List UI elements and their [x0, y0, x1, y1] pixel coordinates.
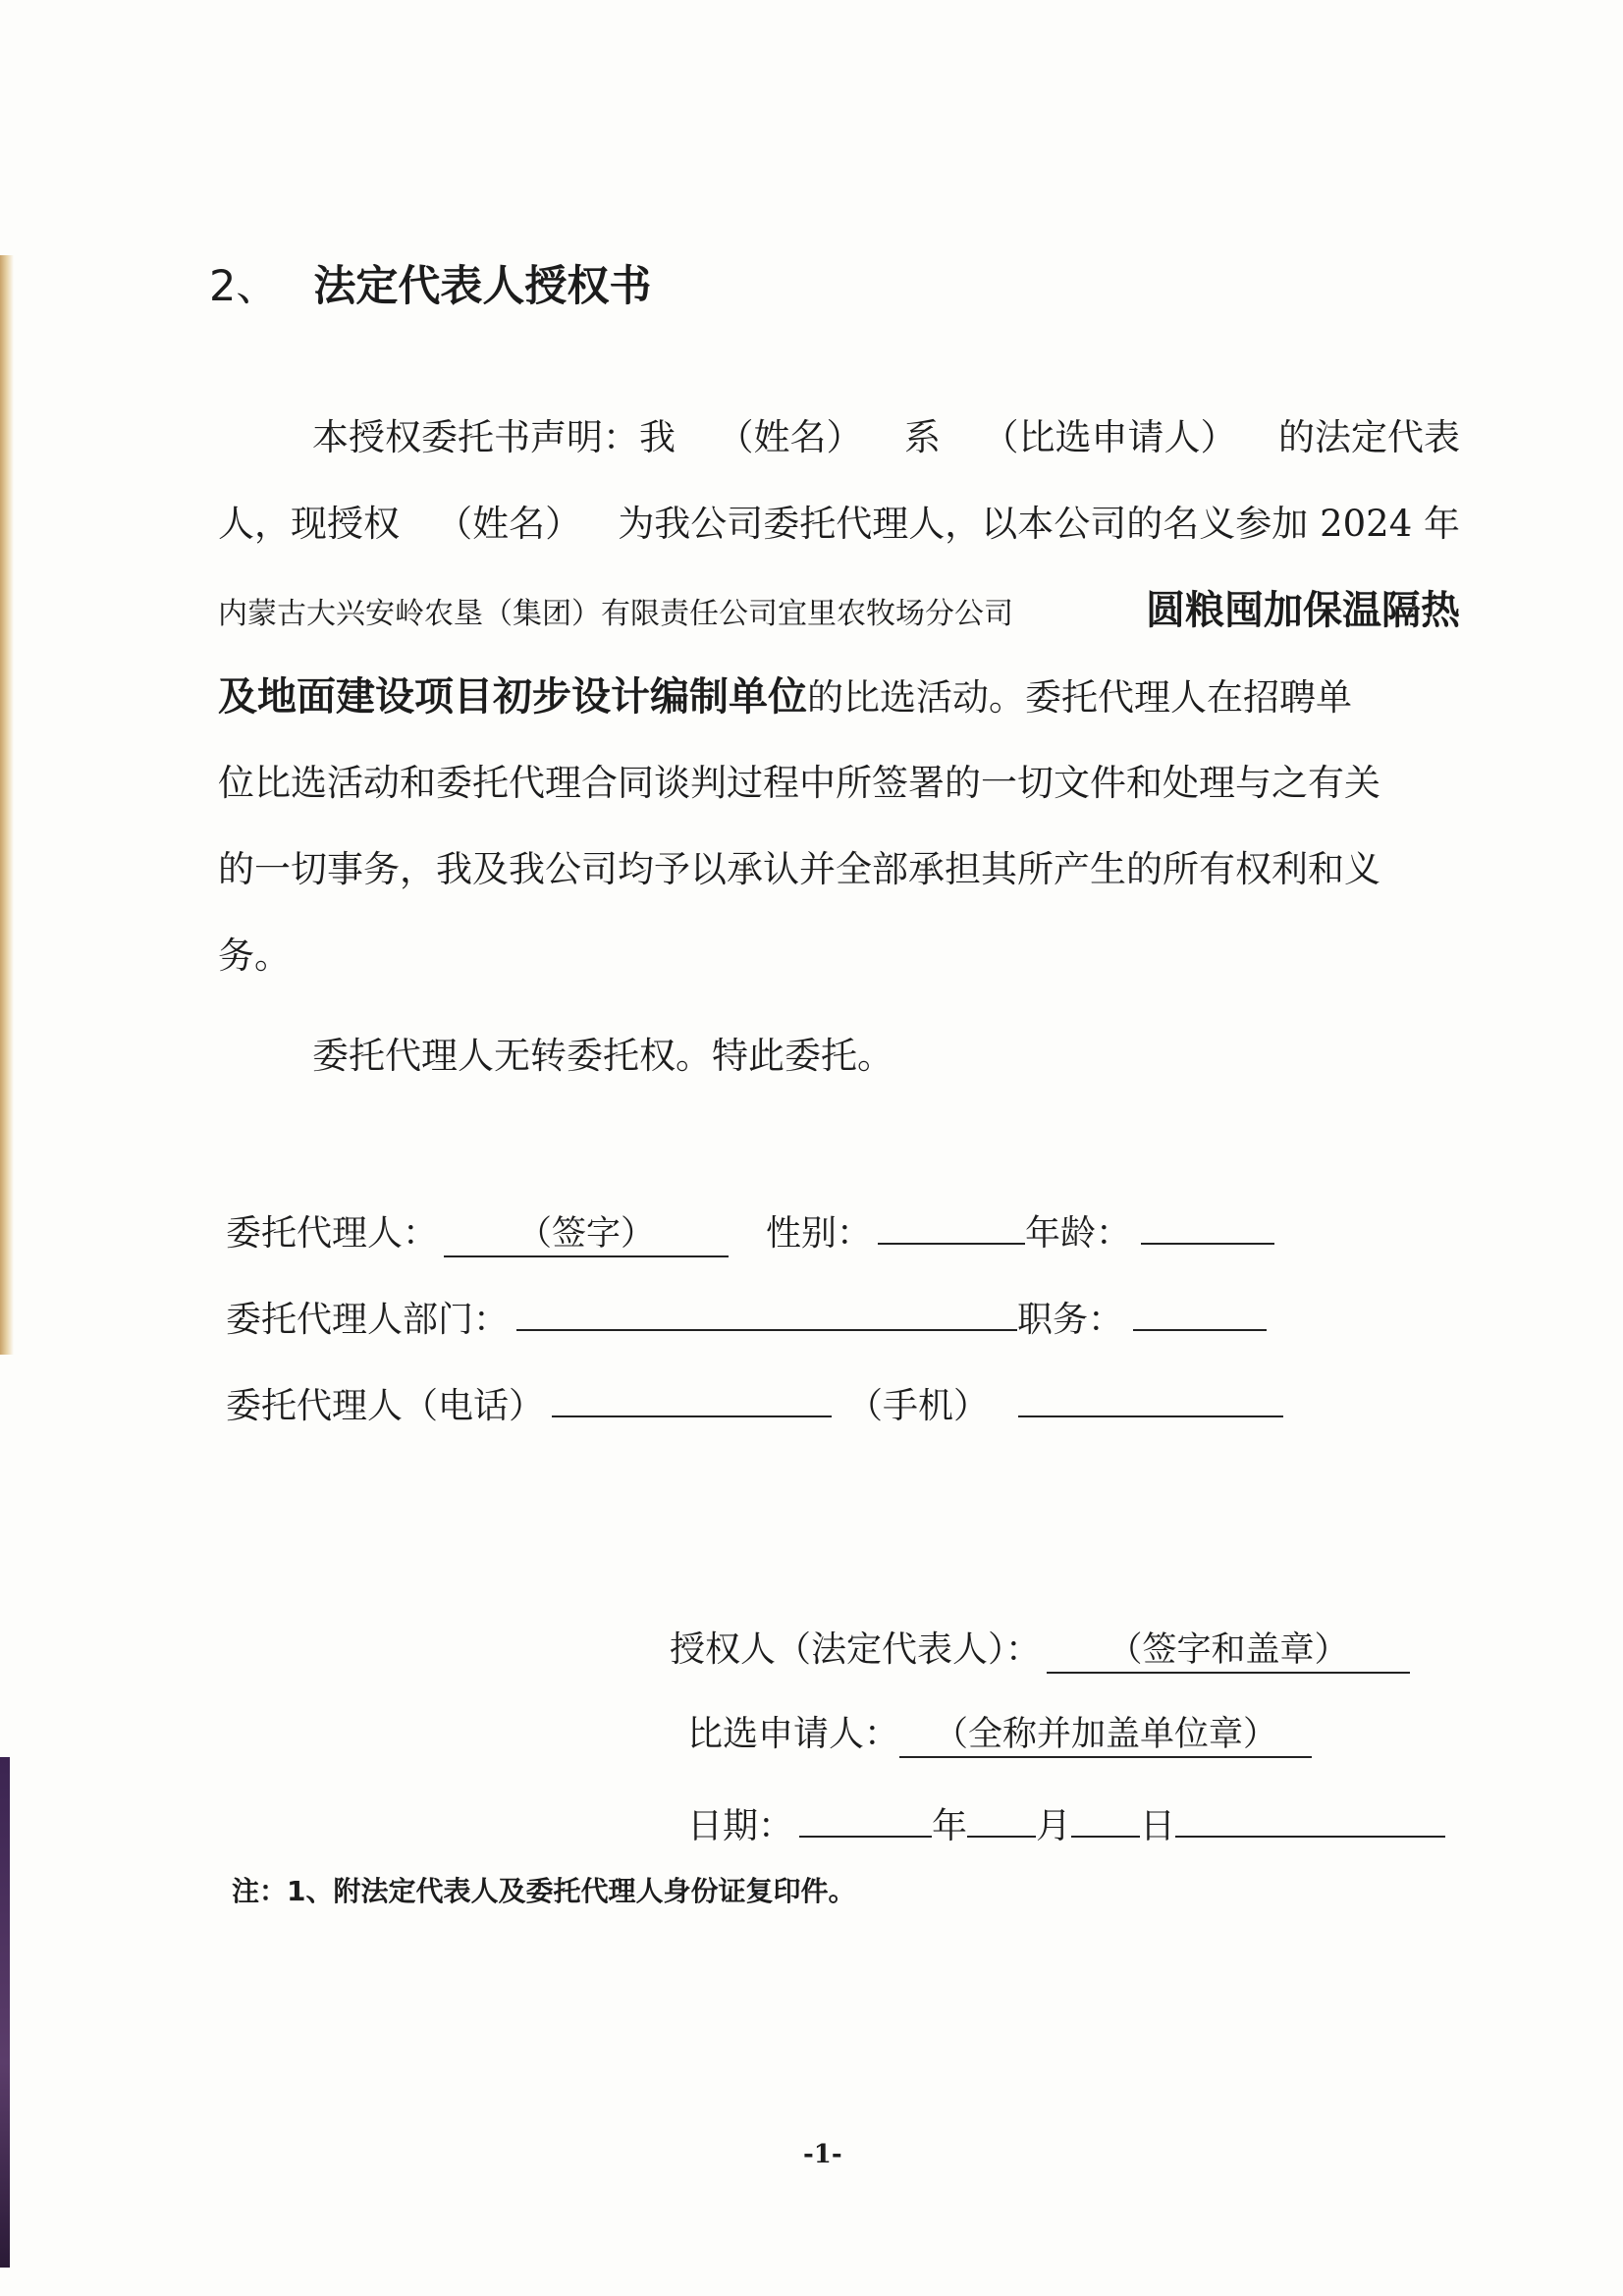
mobile-field[interactable]: [1018, 1372, 1283, 1417]
date-row: [687, 1792, 1445, 1848]
scan-edge-shadow: [0, 255, 14, 1355]
age-label: 年龄：: [1025, 1213, 1132, 1254]
agent-signature-field[interactable]: （签字）: [444, 1212, 729, 1257]
position-field[interactable]: [1133, 1286, 1267, 1331]
paragraph-line-4: 及地面建设项目初步设计编制单位的比选活动。委托代理人在招聘单: [218, 674, 1352, 720]
age-field[interactable]: [1141, 1200, 1274, 1245]
agent-label: 委托代理人：: [226, 1213, 439, 1254]
applicant-label: 比选申请人：: [687, 1714, 900, 1754]
paragraph-line-3: 内蒙古大兴安岭农垦（集团）有限责任公司宜里农牧场分公司 圆粮囤加保温隔热: [218, 588, 1460, 633]
footnote: 注：1、附法定代表人及委托代理人身份证复印件。: [232, 1875, 856, 1907]
day-field[interactable]: [1071, 1792, 1140, 1838]
day-label: 日: [1140, 1806, 1176, 1846]
applicant-seal-field[interactable]: （全称并加盖单位章）: [899, 1713, 1312, 1758]
month-label: 月: [1036, 1806, 1072, 1846]
section-title: 法定代表人授权书: [313, 262, 652, 311]
section-heading: [209, 253, 651, 313]
paragraph-line-1: 本授权委托书声明：我 （姓名） 系 （比选申请人） 的法定代表: [312, 416, 1460, 458]
month-field[interactable]: [967, 1792, 1036, 1838]
agent-department-row: [226, 1286, 1267, 1342]
scan-edge-shadow-dark: [0, 1757, 10, 2268]
agent-info-row: [226, 1200, 1274, 1257]
paragraph-line-5: 位比选活动和委托代理合同谈判过程中所签署的一切文件和处理与之有关: [218, 762, 1380, 804]
gender-label: 性别：: [766, 1213, 873, 1254]
phone-field[interactable]: [552, 1372, 832, 1417]
paragraph-line-6: 的一切事务，我及我公司均予以承认并全部承担其所产生的所有权利和义: [218, 848, 1380, 890]
agent-phone-row: [226, 1372, 1283, 1428]
page-number: -1-: [803, 2140, 842, 2169]
position-label: 职务：: [1017, 1300, 1124, 1340]
authorizer-signature-field[interactable]: （签字和盖章）: [1047, 1629, 1410, 1674]
section-number: 2、: [209, 262, 279, 311]
authorizer-row: [670, 1622, 1410, 1674]
authorizer-label: 授权人（法定代表人）：: [670, 1629, 1042, 1670]
applicant-row: [687, 1706, 1312, 1758]
paragraph-line-2: 人，现授权 （姓名） 为我公司委托代理人，以本公司的名义参加 2024 年: [218, 503, 1460, 545]
department-label: 委托代理人部门：: [226, 1300, 510, 1340]
mobile-label: （手机）: [847, 1386, 990, 1426]
date-label: 日期：: [687, 1806, 794, 1846]
year-label: 年: [932, 1806, 968, 1846]
date-trailing-line: [1175, 1792, 1445, 1838]
department-field[interactable]: [516, 1286, 1017, 1331]
phone-label: 委托代理人（电话）: [226, 1386, 545, 1426]
year-field[interactable]: [799, 1792, 932, 1838]
authorization-paragraph: [218, 395, 1460, 999]
paragraph-line-7: 务。: [218, 934, 291, 977]
gender-field[interactable]: [878, 1200, 1025, 1245]
closing-statement: 委托代理人无转委托权。特此委托。: [312, 1035, 893, 1077]
